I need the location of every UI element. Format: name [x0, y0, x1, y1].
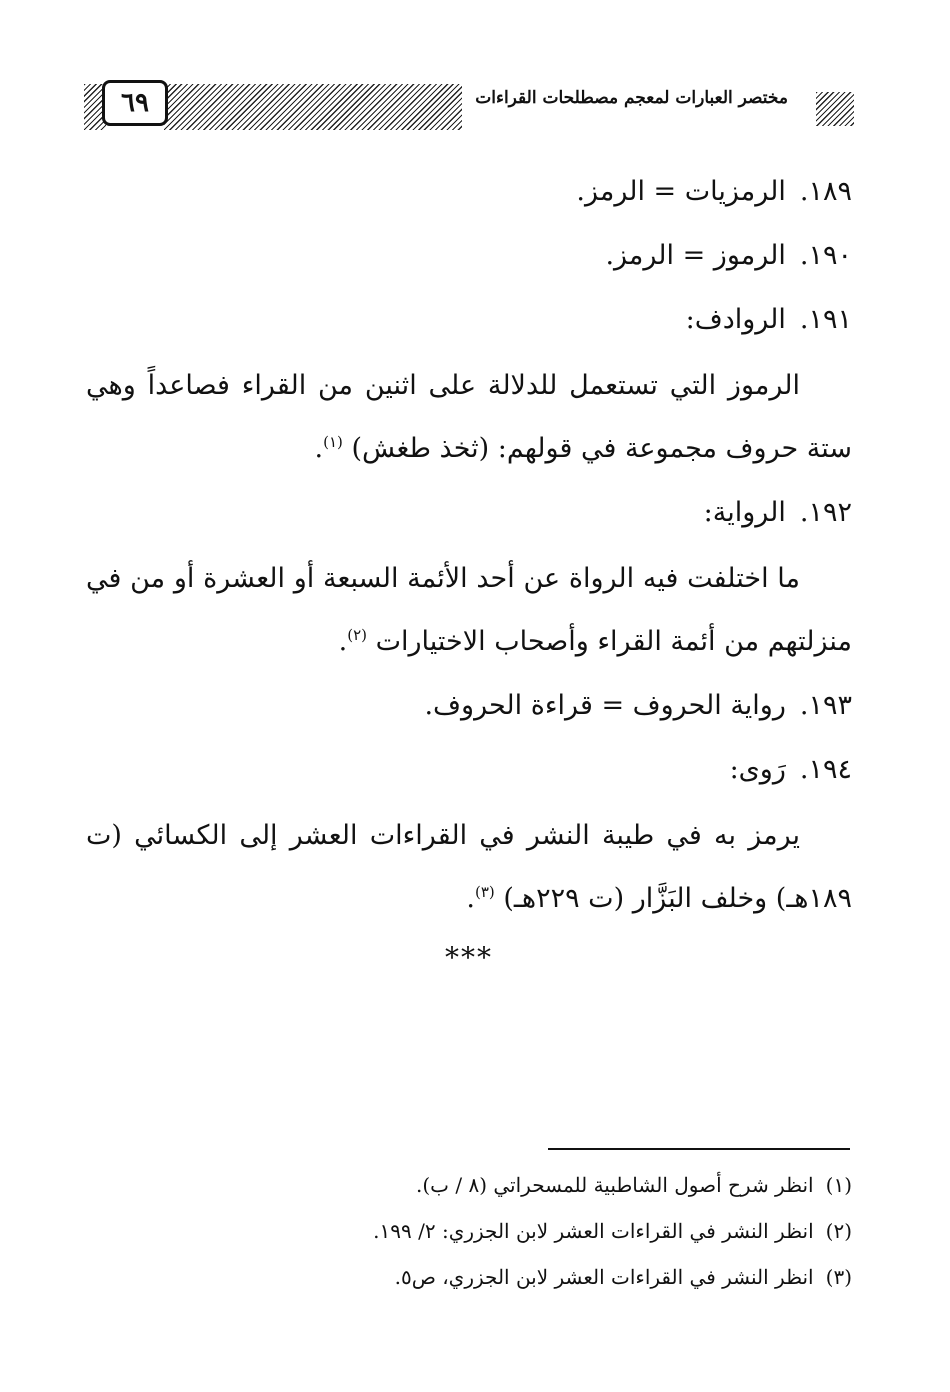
entry-number: ١٩١. — [799, 304, 852, 335]
footnote-ref[interactable]: (٢) — [347, 626, 367, 644]
running-header-title: مختصر العبارات لمعجم مصطلحات القراءات — [475, 88, 788, 108]
footnote-text: انظر النشر في القراءات العشر لابن الجزري، ص٥. — [394, 1265, 814, 1289]
entry-193 — [86, 674, 852, 738]
entry-text: رَوى: — [729, 754, 786, 785]
entry-number: ١٩٠. — [799, 240, 852, 271]
footnote-ref[interactable]: (٣) — [475, 883, 495, 901]
entry-192 — [86, 481, 852, 545]
header-ornament-right — [816, 92, 854, 126]
footnote-text: انظر النشر في القراءات العشر لابن الجزري: ٢/ ١٩٩. — [373, 1219, 814, 1243]
page-number: ٦٩ — [102, 80, 168, 126]
footnote-item — [92, 1254, 852, 1300]
footnote-ref[interactable]: (١) — [323, 433, 343, 451]
entry-text: الرمزيات = الرمز. — [576, 176, 786, 207]
entry-191 — [86, 288, 852, 352]
paragraph-tail: . — [314, 433, 324, 464]
entry-text: الرموز = الرمز. — [605, 240, 786, 271]
entry-text: الروادف: — [685, 304, 786, 335]
definition-paragraph — [86, 358, 852, 477]
footnote-number: (١) — [825, 1173, 852, 1197]
entry-number: ١٩٤. — [799, 754, 852, 785]
main-content — [86, 160, 852, 974]
definition-paragraph — [86, 551, 852, 670]
paragraph-tail: . — [466, 883, 475, 914]
paragraph-tail: . — [338, 626, 348, 657]
footnote-number: (٣) — [825, 1265, 852, 1289]
footnote-item — [92, 1162, 852, 1208]
header-ornament-bar — [164, 84, 462, 130]
paragraph-text: الرموز التي تستعمل للدلالة على اثنين من القراء فصاعداً وهي ستة حروف مجموعة في قولهم: (ثخذ طغش) — [86, 370, 852, 464]
footnote-text: انظر شرح أصول الشاطبية للمسحراتي (٨ / ب). — [416, 1173, 814, 1197]
section-separator: *** — [445, 941, 493, 974]
entry-text: رواية الحروف = قراءة الحروف. — [424, 690, 786, 721]
entry-190 — [86, 224, 852, 288]
footnote-item — [92, 1208, 852, 1254]
definition-paragraph — [86, 808, 852, 927]
footnote-divider — [548, 1148, 850, 1150]
entry-194 — [86, 738, 852, 802]
paragraph-text: ما اختلفت فيه الرواة عن أحد الأئمة السبعة أو العشرة أو من في منزلتهم من أئمة القراء وأصحاب الاختيارات — [86, 563, 852, 657]
entry-number: ١٩٢. — [799, 497, 852, 528]
paragraph-text: يرمز به في طيبة النشر في القراءات العشر إلى الكسائي (ت ١٨٩هـ) وخلف البَزَّار (ت ٢٢٩هـ) — [86, 820, 852, 914]
entry-number: ١٩٣. — [799, 690, 852, 721]
entry-text: الرواية: — [703, 497, 786, 528]
footnote-number: (٢) — [825, 1219, 852, 1243]
footnotes — [92, 1162, 852, 1300]
entry-number: ١٨٩. — [799, 176, 852, 207]
entry-189 — [86, 160, 852, 224]
